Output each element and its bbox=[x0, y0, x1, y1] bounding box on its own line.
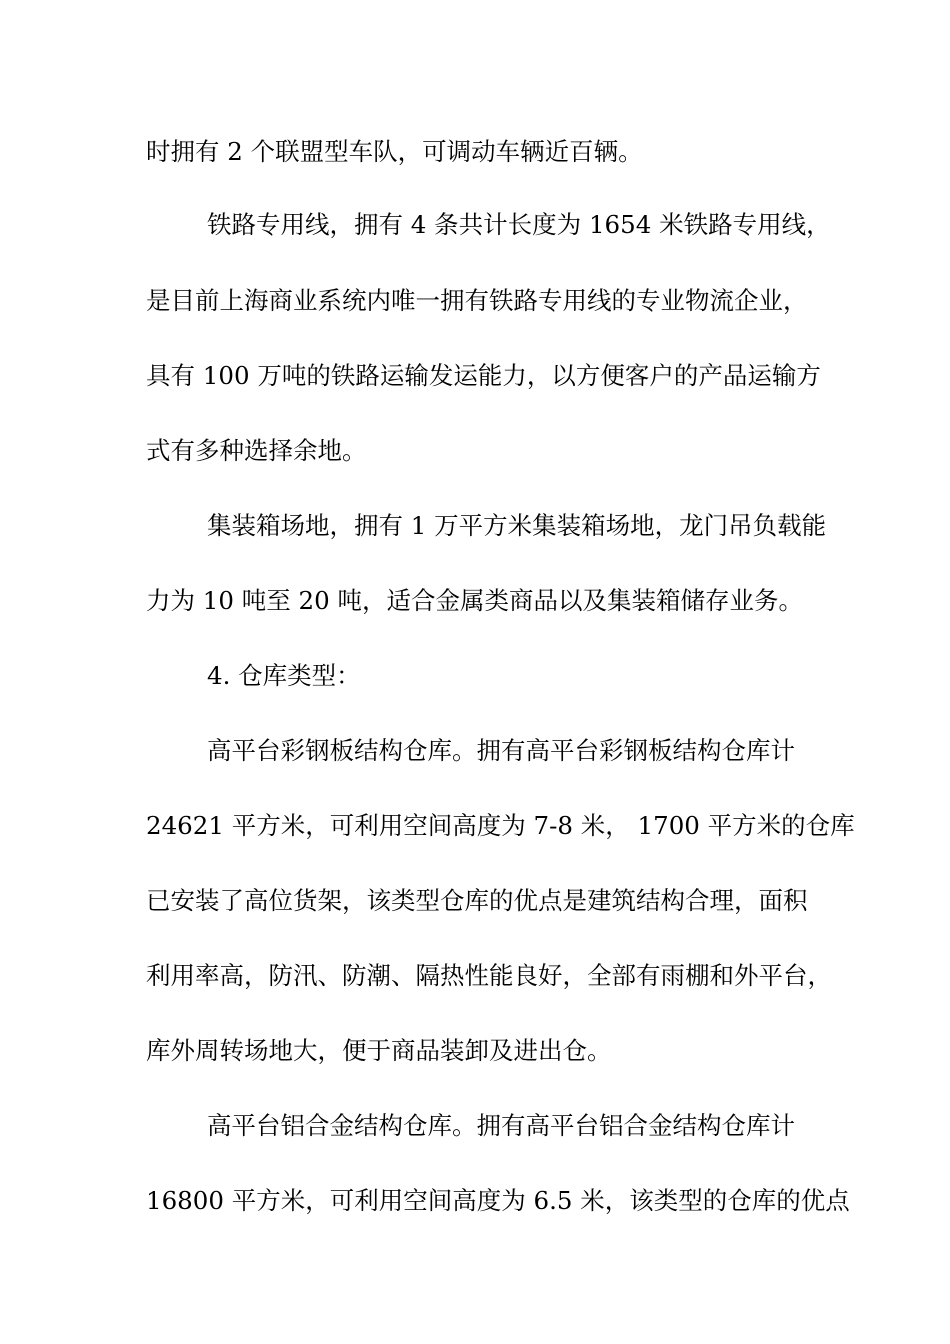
body-text-line: 集装箱场地，拥有 1 万平方米集装箱场地，龙门吊负载能 bbox=[207, 511, 827, 540]
body-text-line: 铁路专用线，拥有 4 条共计长度为 1654 米铁路专用线， bbox=[207, 210, 831, 239]
body-text-line: 高平台彩钢板结构仓库。拥有高平台彩钢板结构仓库计 bbox=[207, 736, 795, 765]
section-heading: 4. 仓库类型： bbox=[207, 661, 361, 690]
body-text-line: 力为 10 吨至 20 吨，适合金属类商品以及集装箱储存业务。 bbox=[146, 586, 803, 615]
body-text-line: 利用率高，防汛、防潮、隔热性能良好，全部有雨棚和外平台， bbox=[146, 961, 832, 990]
body-text-line: 高平台铝合金结构仓库。拥有高平台铝合金结构仓库计 bbox=[207, 1111, 795, 1140]
body-text-line: 式有多种选择余地。 bbox=[146, 436, 367, 465]
body-text-line: 24621 平方米，可利用空间高度为 7-8 米， 1700 平方米的仓库 bbox=[146, 811, 855, 840]
body-text-line: 16800 平方米，可利用空间高度为 6.5 米，该类型的仓库的优点 bbox=[146, 1186, 850, 1215]
body-text-line: 具有 100 万吨的铁路运输发运能力，以方便客户的产品运输方 bbox=[146, 361, 821, 390]
body-text-line: 是目前上海商业系统内唯一拥有铁路专用线的专业物流企业， bbox=[146, 286, 808, 315]
body-text-line: 库外周转场地大，便于商品装卸及进出仓。 bbox=[146, 1036, 612, 1065]
body-text-line: 已安装了高位货架，该类型仓库的优点是建筑结构合理，面积 bbox=[146, 886, 808, 915]
body-text-line: 时拥有 2 个联盟型车队，可调动车辆近百辆。 bbox=[146, 137, 643, 166]
